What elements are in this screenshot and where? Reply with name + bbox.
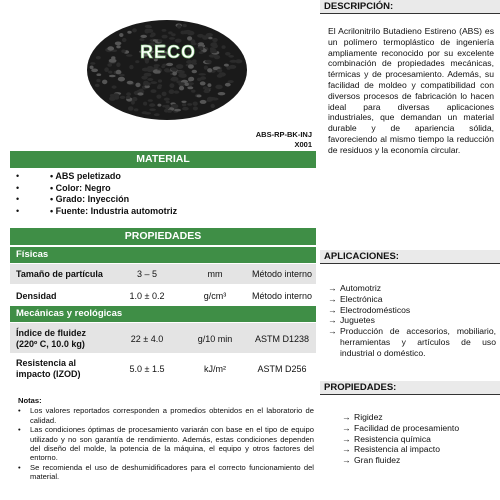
list-item: → Electrónica [328, 293, 383, 304]
notes: Notas: • Los valores reportados corresponden a promedios obtenidos en el laboratorio de calidad. • Las condiciones óptimas de procesamiento variarán con base en el tipo de equipo utilizado y no son garantía de rendimiento. Además, estas condiciones dependen del diseño del molde, la potencia de la máquina, el equipo y otros factores del entorno. • Se recomienda el uso de deshumidificadores para el correcto funcionamiento del material. [18, 396, 314, 482]
mecanicas-header: Mecánicas y reológicas [10, 306, 316, 322]
arrow-icon: → [328, 283, 337, 293]
list-item: → Facilidad de procesamiento [342, 422, 460, 433]
fisicas-header: Físicas [10, 247, 316, 263]
propiedades-header: PROPIEDADES [10, 228, 316, 245]
arrow-icon: → [342, 412, 351, 422]
table-row: Densidad 1.0 ± 0.2 g/cm³ Método interno [16, 291, 313, 301]
propiedades-list [342, 412, 500, 466]
list-item: → Juguetes [328, 315, 375, 326]
table-row: Resistencia al impacto (IZOD) 5.0 ± 1.5 kJ/m² ASTM D256 [16, 358, 307, 379]
arrow-icon: → [328, 304, 337, 315]
list-item: → Automotriz [328, 283, 382, 293]
aplicaciones-header: APLICACIONES: [320, 250, 500, 264]
material-list [16, 171, 316, 217]
material-header: MATERIAL [10, 151, 316, 168]
note-item: • Las condiciones óptimas de procesamiento variarán con base en el tipo de equipo utilizado y no son garantía de rendimiento. Además, estas condiciones dependen del diseño del molde, la potencia de la máquina, el equipo y otros factores del entorno. [18, 425, 314, 463]
propiedades-lista-header: PROPIEDADES: [320, 381, 500, 395]
list-item: → Resistencia al impacto [342, 444, 440, 455]
descripcion-text: El Acrilonitrilo Butadieno Estireno (ABS) es un polímero termoplástico de ingeniería ampliamente reconocido por su excelente combinación de propiedades mecánicas, térmicas y de procesamiento. Además, su facilidad de moldeo y compatibilidad con diversos procesos de fabricación lo hacen ideal para diversas aplicaciones industriales, que demandan un material durable y de apariencia sólida, favoreciendo al mismo tiempo la reducción de residuos y la economía circular. [328, 26, 494, 155]
list-item: → Gran fluidez [342, 455, 401, 466]
aplicaciones-list [328, 283, 496, 359]
arrow-icon: → [342, 455, 351, 466]
note-item: • Los valores reportados corresponden a promedios obtenidos en el laboratorio de calidad. [18, 406, 314, 425]
table-row: Índice de fluidez (220º C, 10.0 kg) 22 ± 4.0 g/10 min ASTM D1238 [10, 323, 316, 353]
material-item: • • ABS peletizado [16, 171, 121, 181]
arrow-icon: → [342, 422, 351, 433]
material-item: • • Color: Negro [16, 182, 111, 193]
list-item: → Resistencia química [342, 433, 431, 444]
descripcion-header: DESCRIPCIÓN: [320, 0, 500, 14]
table-row: Tamaño de partícula 3 – 5 mm Método interno [10, 264, 316, 284]
reco-logo: RECO [139, 42, 197, 62]
material-item: • • Grado: Inyección [16, 194, 130, 204]
arrow-icon: → [328, 326, 337, 337]
material-item: • • Fuente: Industria automotriz [16, 205, 178, 216]
arrow-icon: → [342, 444, 351, 455]
product-code: ABS-RP-BK-INJ X001 [255, 130, 312, 149]
list-item: → Electrodomésticos [328, 304, 411, 315]
list-item: → Rigidez [342, 412, 383, 422]
list-item: → Producción de accesorios, mobiliario, herramientas y artículos de uso industrial o doméstico. [328, 326, 496, 358]
arrow-icon: → [342, 433, 351, 444]
arrow-icon: → [328, 293, 337, 304]
note-item: • Se recomienda el uso de deshumidificadores para el correcto funcionamiento del material. [18, 462, 314, 482]
right-column [316, 0, 500, 500]
pellets-image [82, 6, 252, 126]
arrow-icon: → [328, 315, 337, 326]
